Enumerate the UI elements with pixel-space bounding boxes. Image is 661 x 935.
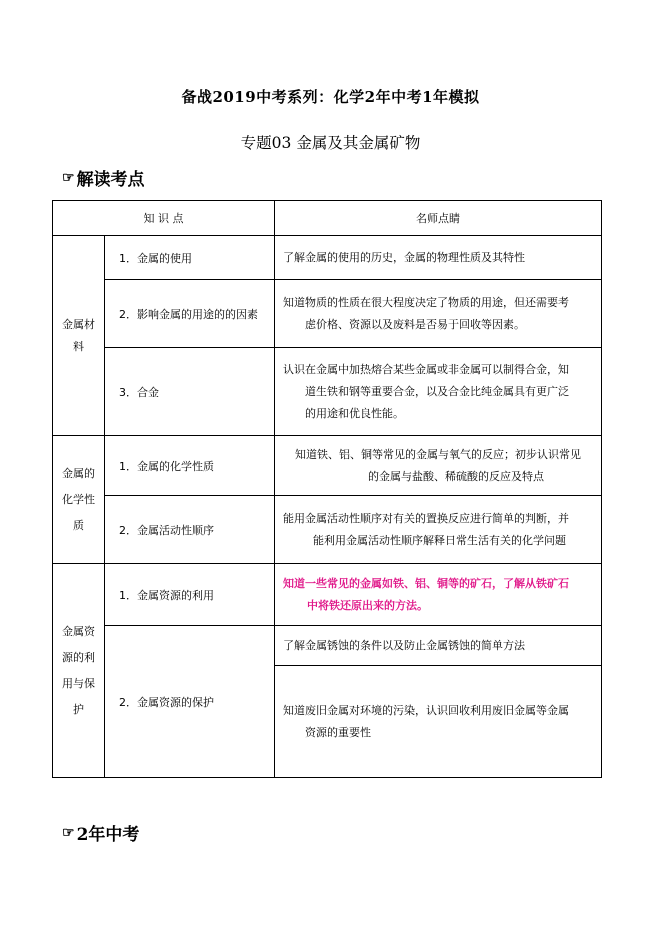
category-metal-materials: 金属材料: [53, 236, 105, 436]
topic-cell: 2．影响金属的用途的的因素: [105, 280, 275, 348]
header-knowledge-point: 知 识 点: [53, 201, 275, 236]
header-teacher-notes: 名师点睛: [275, 201, 602, 236]
note-cell: 知道物质的性质在很大程度决定了物质的用途，但还需要考 虑价格、资源以及废料是否易于回收等因素。: [275, 280, 602, 348]
note-cell: 能用金属活动性顺序对有关的置换反应进行简单的判断，并 能利用金属活动性顺序解释日常生活有关的化学问题: [275, 496, 602, 564]
topic-cell: 2．金属活动性顺序: [105, 496, 275, 564]
document-subtitle: 专题03 金属及其金属矿物: [240, 134, 421, 152]
document-title: 备战2019中考系列：化学2年中考1年模拟: [181, 88, 480, 106]
note-cell: 了解金属锈蚀的条件以及防止金属锈蚀的简单方法: [275, 626, 602, 666]
pointing-hand-icon: ☞: [62, 824, 75, 841]
category-metal-resources: 金属资源的利用与保护: [53, 564, 105, 778]
section-heading-1: [62, 165, 145, 190]
note-cell: 了解金属的使用的历史，金属的物理性质及其特性: [275, 236, 602, 280]
note-cell: 知道废旧金属对环境的污染，认识回收利用废旧金属等金属 资源的重要性: [275, 666, 602, 778]
topic-cell: 1．金属资源的利用: [105, 564, 275, 626]
topic-cell: 1．金属的化学性质: [105, 436, 275, 496]
knowledge-table: [52, 200, 602, 778]
topic-cell: 2．金属资源的保护: [105, 626, 275, 778]
category-chemical-properties: 金属的化学性质: [53, 436, 105, 564]
topic-cell: 1．金属的使用: [105, 236, 275, 280]
note-cell-highlighted: 知道一些常见的金属如铁、铝、铜等的矿石，了解从铁矿石 中将铁还原出来的方法。: [275, 564, 602, 626]
note-cell: 知道铁、铝、铜等常见的金属与氧气的反应；初步认识常见 的金属与盐酸、稀硫酸的反应及特点: [275, 436, 602, 496]
topic-cell: 3．合金: [105, 348, 275, 436]
note-cell: 认识在金属中加热熔合某些金属或非金属可以制得合金，知 道生铁和钢等重要合金，以及合金比纯金属具有更广泛 的用途和优良性能。: [275, 348, 602, 436]
section-heading-2: [62, 820, 139, 845]
section-heading-1-text: 解读考点: [76, 170, 145, 190]
pointing-hand-icon: ☞: [62, 169, 75, 186]
section-heading-2-text: 2年中考: [76, 825, 140, 845]
